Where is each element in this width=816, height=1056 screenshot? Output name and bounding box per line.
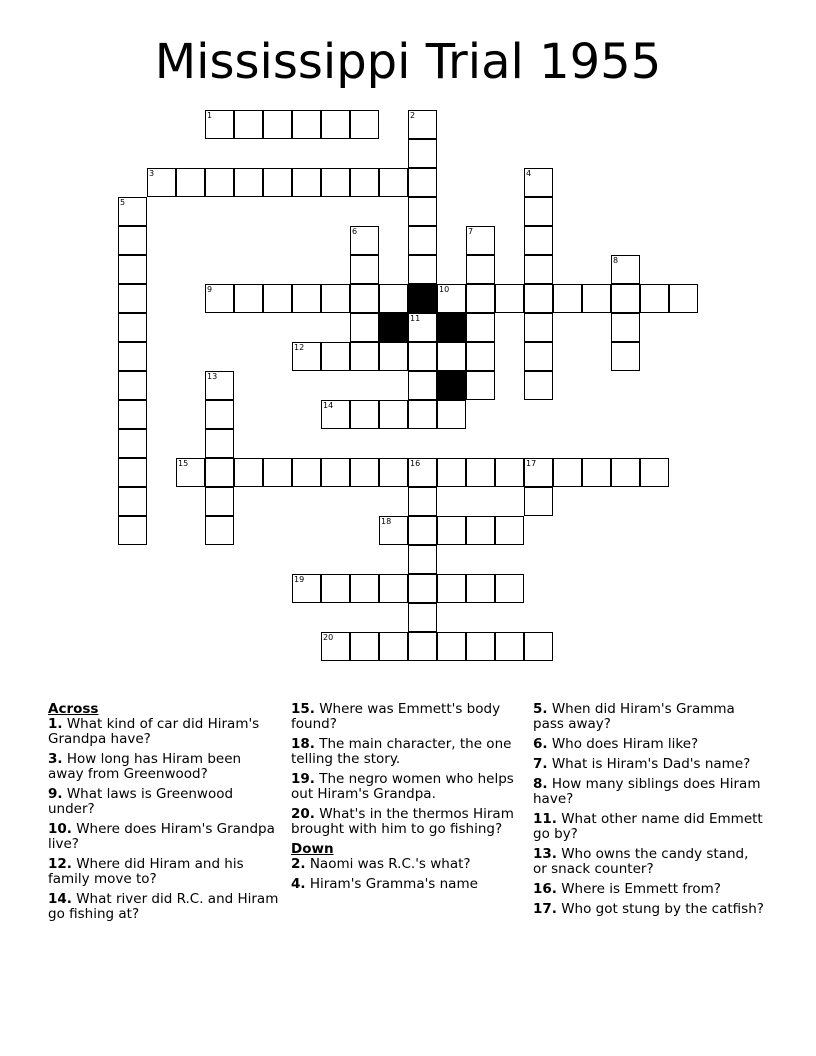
grid-cell[interactable] (466, 313, 495, 342)
grid-cell[interactable] (524, 342, 553, 371)
grid-cell[interactable] (408, 400, 437, 429)
black-cell (437, 371, 466, 400)
grid-cell[interactable] (292, 284, 321, 313)
grid-cell[interactable] (350, 255, 379, 284)
grid-cell[interactable] (408, 632, 437, 661)
clue-number: 8 (613, 256, 619, 265)
grid-cell[interactable] (524, 255, 553, 284)
grid-cell[interactable] (524, 284, 553, 313)
grid-cell[interactable] (379, 458, 408, 487)
grid-cell[interactable] (437, 574, 466, 603)
grid-cell[interactable] (408, 458, 437, 487)
grid-cell[interactable] (408, 574, 437, 603)
grid-cell[interactable] (611, 313, 640, 342)
grid-cell[interactable] (350, 284, 379, 313)
grid-cell[interactable] (118, 313, 147, 342)
grid-cell[interactable] (524, 313, 553, 342)
grid-cell[interactable] (524, 371, 553, 400)
grid-cell[interactable] (321, 110, 350, 139)
grid-cell[interactable] (205, 168, 234, 197)
grid-cell[interactable] (437, 632, 466, 661)
grid-cell[interactable] (524, 226, 553, 255)
grid-cell[interactable] (321, 284, 350, 313)
grid-cell[interactable] (321, 342, 350, 371)
clue-number: 15 (178, 459, 189, 468)
clue-item-text: What's in the thermos Hiram brought with him to go fishing? (291, 806, 514, 837)
clue-item-text: What other name did Emmett go by? (533, 811, 763, 842)
grid-cell[interactable] (118, 197, 147, 226)
clue-item-text: Where did Hiram and his family move to? (48, 856, 244, 887)
grid-cell[interactable] (408, 226, 437, 255)
clue-column-1 (48, 702, 280, 927)
grid-cell[interactable] (263, 284, 292, 313)
grid-cell[interactable] (118, 487, 147, 516)
grid-cell[interactable] (408, 168, 437, 197)
black-cell (379, 313, 408, 342)
grid-cell[interactable] (234, 458, 263, 487)
clue-number: 20 (323, 633, 334, 642)
clue-item (48, 717, 280, 747)
clue-item-text: Where does Hiram's Grandpa live? (48, 821, 275, 852)
clue-item (533, 702, 765, 732)
grid-cell[interactable] (640, 458, 669, 487)
grid-cell[interactable] (408, 545, 437, 574)
grid-cell[interactable] (205, 371, 234, 400)
clue-item-number: 11. (533, 811, 557, 827)
clue-item-text: What is Hiram's Dad's name? (547, 756, 751, 772)
grid-cell[interactable] (234, 110, 263, 139)
grid-cell[interactable] (118, 371, 147, 400)
clue-number: 14 (323, 401, 334, 410)
grid-cell[interactable] (640, 284, 669, 313)
grid-cell[interactable] (524, 458, 553, 487)
grid-cell[interactable] (582, 284, 611, 313)
grid-cell[interactable] (118, 284, 147, 313)
clue-number: 16 (410, 459, 421, 468)
clue-number: 13 (207, 372, 218, 381)
grid-cell[interactable] (669, 284, 698, 313)
clue-item-text: The main character, the one telling the story. (291, 736, 512, 767)
grid-cell[interactable] (379, 284, 408, 313)
clue-item (533, 902, 765, 917)
grid-cell[interactable] (611, 255, 640, 284)
grid-cell[interactable] (379, 574, 408, 603)
clue-item-number: 15. (291, 701, 315, 717)
clue-number: 11 (410, 314, 421, 323)
grid-cell[interactable] (495, 284, 524, 313)
clue-number: 18 (381, 517, 392, 526)
grid-cell[interactable] (524, 197, 553, 226)
clue-item (291, 702, 523, 732)
clue-item-text: Hiram's Gramma's name (305, 876, 478, 892)
clue-item (533, 812, 765, 842)
clue-item (291, 772, 523, 802)
down-clue-list (291, 857, 523, 892)
grid-cell[interactable] (176, 458, 205, 487)
grid-cell[interactable] (321, 168, 350, 197)
clue-item (48, 892, 280, 922)
grid-cell[interactable] (495, 516, 524, 545)
clue-item-number: 2. (291, 856, 306, 872)
clue-item-text: How long has Hiram been away from Greenwood? (48, 751, 242, 782)
grid-cell[interactable] (263, 110, 292, 139)
black-cell (408, 284, 437, 313)
clue-item-number: 19. (291, 771, 315, 787)
clue-item (48, 787, 280, 817)
grid-cell[interactable] (350, 313, 379, 342)
clue-item-text: What laws is Greenwood under? (48, 786, 234, 817)
grid-cell[interactable] (118, 255, 147, 284)
grid-cell[interactable] (466, 284, 495, 313)
clue-item-text: Who owns the candy stand, or snack counter? (533, 846, 749, 877)
grid-cell[interactable] (466, 371, 495, 400)
clue-item (533, 777, 765, 807)
grid-cell[interactable] (408, 139, 437, 168)
grid-cell[interactable] (437, 400, 466, 429)
clue-item (291, 807, 523, 837)
clue-column-2 (291, 702, 523, 897)
grid-cell[interactable] (408, 110, 437, 139)
grid-cell[interactable] (495, 574, 524, 603)
grid-cell[interactable] (408, 487, 437, 516)
clue-item (533, 882, 765, 897)
grid-cell[interactable] (524, 487, 553, 516)
clue-number: 19 (294, 575, 305, 584)
grid-cell[interactable] (582, 458, 611, 487)
grid-cell[interactable] (379, 632, 408, 661)
grid-cell[interactable] (466, 632, 495, 661)
clue-item-text: When did Hiram's Gramma pass away? (533, 701, 735, 732)
grid-cell[interactable] (321, 574, 350, 603)
grid-cell[interactable] (350, 458, 379, 487)
grid-cell[interactable] (379, 516, 408, 545)
clue-item (533, 737, 765, 752)
grid-cell[interactable] (205, 400, 234, 429)
clue-number: 3 (149, 169, 155, 178)
across-heading: Across (48, 701, 99, 717)
clue-item (48, 822, 280, 852)
clue-number: 10 (439, 285, 450, 294)
grid-cell[interactable] (205, 516, 234, 545)
grid-cell[interactable] (321, 400, 350, 429)
clue-item-number: 18. (291, 736, 315, 752)
clue-item-text: Who got stung by the catfish? (556, 901, 764, 917)
clue-item-number: 6. (533, 736, 548, 752)
across-clue-list-continued (291, 702, 523, 837)
clue-item-number: 14. (48, 891, 72, 907)
grid-cell[interactable] (524, 168, 553, 197)
across-clue-list (48, 717, 280, 922)
grid-cell[interactable] (495, 632, 524, 661)
clue-item (48, 857, 280, 887)
clue-item-text: Where is Emmett from? (556, 881, 721, 897)
grid-cell[interactable] (611, 284, 640, 313)
clue-item (533, 847, 765, 877)
grid-cell[interactable] (437, 342, 466, 371)
grid-cell[interactable] (350, 342, 379, 371)
grid-cell[interactable] (321, 458, 350, 487)
clue-item-number: 13. (533, 846, 557, 862)
grid-cell[interactable] (263, 458, 292, 487)
grid-cell[interactable] (466, 458, 495, 487)
clue-item-number: 12. (48, 856, 72, 872)
grid-cell[interactable] (408, 516, 437, 545)
grid-cell[interactable] (205, 458, 234, 487)
clue-item-text: Naomi was R.C.'s what? (305, 856, 471, 872)
clue-item (48, 752, 280, 782)
clue-item-number: 17. (533, 901, 557, 917)
grid-cell[interactable] (118, 226, 147, 255)
grid-cell[interactable] (408, 313, 437, 342)
grid-cell[interactable] (118, 458, 147, 487)
grid-cell[interactable] (321, 632, 350, 661)
grid-cell[interactable] (118, 342, 147, 371)
grid-cell[interactable] (176, 168, 205, 197)
grid-cell[interactable] (205, 429, 234, 458)
grid-cell[interactable] (205, 487, 234, 516)
clue-number: 4 (526, 169, 532, 178)
grid-cell[interactable] (350, 632, 379, 661)
black-cell (437, 313, 466, 342)
grid-cell[interactable] (350, 226, 379, 255)
grid-cell[interactable] (437, 284, 466, 313)
grid-cell[interactable] (495, 458, 524, 487)
grid-cell[interactable] (234, 168, 263, 197)
clue-number: 6 (352, 227, 358, 236)
clue-number: 7 (468, 227, 474, 236)
grid-cell[interactable] (466, 516, 495, 545)
clue-number: 9 (207, 285, 213, 294)
clue-item-number: 7. (533, 756, 548, 772)
grid-cell[interactable] (408, 255, 437, 284)
grid-cell[interactable] (379, 400, 408, 429)
down-clue-list-continued (533, 702, 765, 917)
grid-cell[interactable] (553, 458, 582, 487)
grid-cell[interactable] (408, 603, 437, 632)
clue-item (291, 857, 523, 872)
grid-cell[interactable] (350, 400, 379, 429)
clue-number: 5 (120, 198, 126, 207)
grid-cell[interactable] (408, 342, 437, 371)
grid-cell[interactable] (466, 574, 495, 603)
grid-cell[interactable] (408, 371, 437, 400)
clue-item-text: Who does Hiram like? (547, 736, 699, 752)
clue-item-text: Where was Emmett's body found? (291, 701, 501, 732)
grid-cell[interactable] (611, 342, 640, 371)
clue-number: 12 (294, 343, 305, 352)
clue-item (291, 877, 523, 892)
grid-cell[interactable] (292, 458, 321, 487)
clue-item-number: 20. (291, 806, 315, 822)
grid-cell[interactable] (118, 429, 147, 458)
grid-cell[interactable] (553, 284, 582, 313)
grid-cell[interactable] (205, 110, 234, 139)
grid-cell[interactable] (263, 168, 292, 197)
grid-cell[interactable] (118, 516, 147, 545)
clue-item-text: How many siblings does Hiram have? (533, 776, 761, 807)
clue-item (291, 737, 523, 767)
grid-cell[interactable] (379, 168, 408, 197)
grid-cell[interactable] (437, 458, 466, 487)
grid-cell[interactable] (466, 226, 495, 255)
grid-cell[interactable] (350, 168, 379, 197)
grid-cell[interactable] (292, 574, 321, 603)
grid-cell[interactable] (350, 574, 379, 603)
page-title: Mississippi Trial 1955 (154, 34, 662, 90)
grid-cell[interactable] (292, 168, 321, 197)
clue-item-number: 1. (48, 716, 63, 732)
grid-cell[interactable] (524, 632, 553, 661)
grid-cell[interactable] (234, 284, 263, 313)
grid-cell[interactable] (350, 110, 379, 139)
down-heading: Down (291, 841, 334, 857)
clue-item-number: 8. (533, 776, 548, 792)
grid-cell[interactable] (118, 400, 147, 429)
grid-cell[interactable] (379, 342, 408, 371)
clue-column-3 (533, 702, 765, 922)
grid-cell[interactable] (205, 284, 234, 313)
clue-number: 1 (207, 111, 213, 120)
grid-cell[interactable] (292, 342, 321, 371)
grid-cell[interactable] (611, 458, 640, 487)
clue-item (533, 757, 765, 772)
clue-item-number: 16. (533, 881, 557, 897)
clue-item-number: 9. (48, 786, 63, 802)
grid-cell[interactable] (147, 168, 176, 197)
clue-item-number: 5. (533, 701, 548, 717)
clue-item-number: 10. (48, 821, 72, 837)
grid-cell[interactable] (408, 197, 437, 226)
grid-cell[interactable] (292, 110, 321, 139)
clue-item-text: What river did R.C. and Hiram go fishing at? (48, 891, 279, 922)
clue-item-text: What kind of car did Hiram's Grandpa have? (48, 716, 260, 747)
clue-item-number: 4. (291, 876, 306, 892)
grid-cell[interactable] (437, 516, 466, 545)
clue-number: 2 (410, 111, 416, 120)
clue-number: 17 (526, 459, 537, 468)
grid-cell[interactable] (466, 255, 495, 284)
clue-item-text: The negro women who helps out Hiram's Grandpa. (291, 771, 514, 802)
grid-cell[interactable] (466, 342, 495, 371)
clue-item-number: 3. (48, 751, 63, 767)
